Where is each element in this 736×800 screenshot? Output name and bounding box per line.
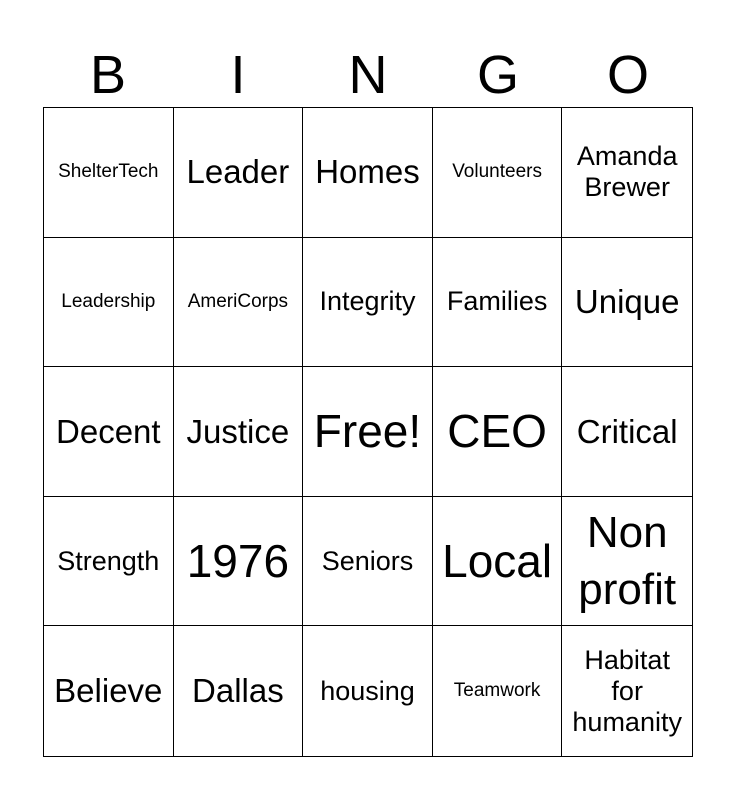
header-letter-i: I (230, 45, 246, 105)
cell-label: Non profit (578, 507, 677, 615)
cell-label: Critical (576, 412, 678, 450)
bingo-cell[interactable] (433, 108, 563, 238)
cell-label: Habitat for humanity (572, 644, 682, 737)
cell-label: Local (442, 534, 553, 587)
cell-label: Believe (54, 672, 163, 710)
bingo-cell[interactable] (562, 238, 692, 368)
cell-label: Teamwork (453, 680, 541, 702)
bingo-cell[interactable] (174, 108, 304, 238)
bingo-cell[interactable] (174, 238, 304, 368)
cell-label: Amanda Brewer (576, 141, 678, 203)
cell-label: Families (446, 286, 548, 317)
bingo-cell[interactable] (44, 367, 174, 497)
bingo-cell[interactable] (303, 108, 433, 238)
bingo-cell[interactable] (433, 626, 563, 756)
cell-label: Strength (57, 545, 160, 576)
cell-label: Free! (313, 405, 422, 458)
bingo-header (43, 44, 693, 106)
header-letter-n: N (348, 45, 388, 105)
cell-label: AmeriCorps (187, 290, 289, 312)
cell-label: Homes (315, 153, 420, 191)
bingo-cell[interactable] (562, 108, 692, 238)
cell-label: CEO (447, 405, 547, 458)
bingo-cell[interactable] (44, 626, 174, 756)
cell-label: Decent (56, 412, 161, 450)
cell-label: Unique (574, 282, 680, 320)
cell-label: Dallas (192, 672, 284, 710)
bingo-cell[interactable] (303, 497, 433, 627)
bingo-cell[interactable] (433, 497, 563, 627)
bingo-cell[interactable] (562, 497, 692, 627)
bingo-cell[interactable] (174, 626, 304, 756)
bingo-cell[interactable] (433, 238, 563, 368)
bingo-cell[interactable] (44, 108, 174, 238)
cell-label: housing (320, 675, 415, 706)
header-letter-o: O (606, 45, 649, 105)
cell-label: Leadership (61, 290, 156, 312)
bingo-cell[interactable] (562, 367, 692, 497)
bingo-cell[interactable] (44, 497, 174, 627)
cell-label: ShelterTech (58, 161, 159, 183)
cell-label: Seniors (321, 545, 414, 576)
bingo-cell[interactable] (303, 626, 433, 756)
cell-label: 1976 (186, 534, 290, 587)
header-letter-g: G (476, 45, 519, 105)
free-space-cell[interactable] (303, 367, 433, 497)
cell-label: Leader (186, 153, 290, 191)
header-letter-b: B (89, 45, 127, 105)
cell-label: Integrity (319, 286, 416, 317)
bingo-board (43, 107, 693, 757)
bingo-cell[interactable] (174, 367, 304, 497)
bingo-cell[interactable] (433, 367, 563, 497)
bingo-cell[interactable] (44, 238, 174, 368)
bingo-cell[interactable] (174, 497, 304, 627)
bingo-cell[interactable] (562, 626, 692, 756)
cell-label: Volunteers (452, 161, 542, 183)
cell-label: Justice (186, 412, 290, 450)
bingo-cell[interactable] (303, 238, 433, 368)
